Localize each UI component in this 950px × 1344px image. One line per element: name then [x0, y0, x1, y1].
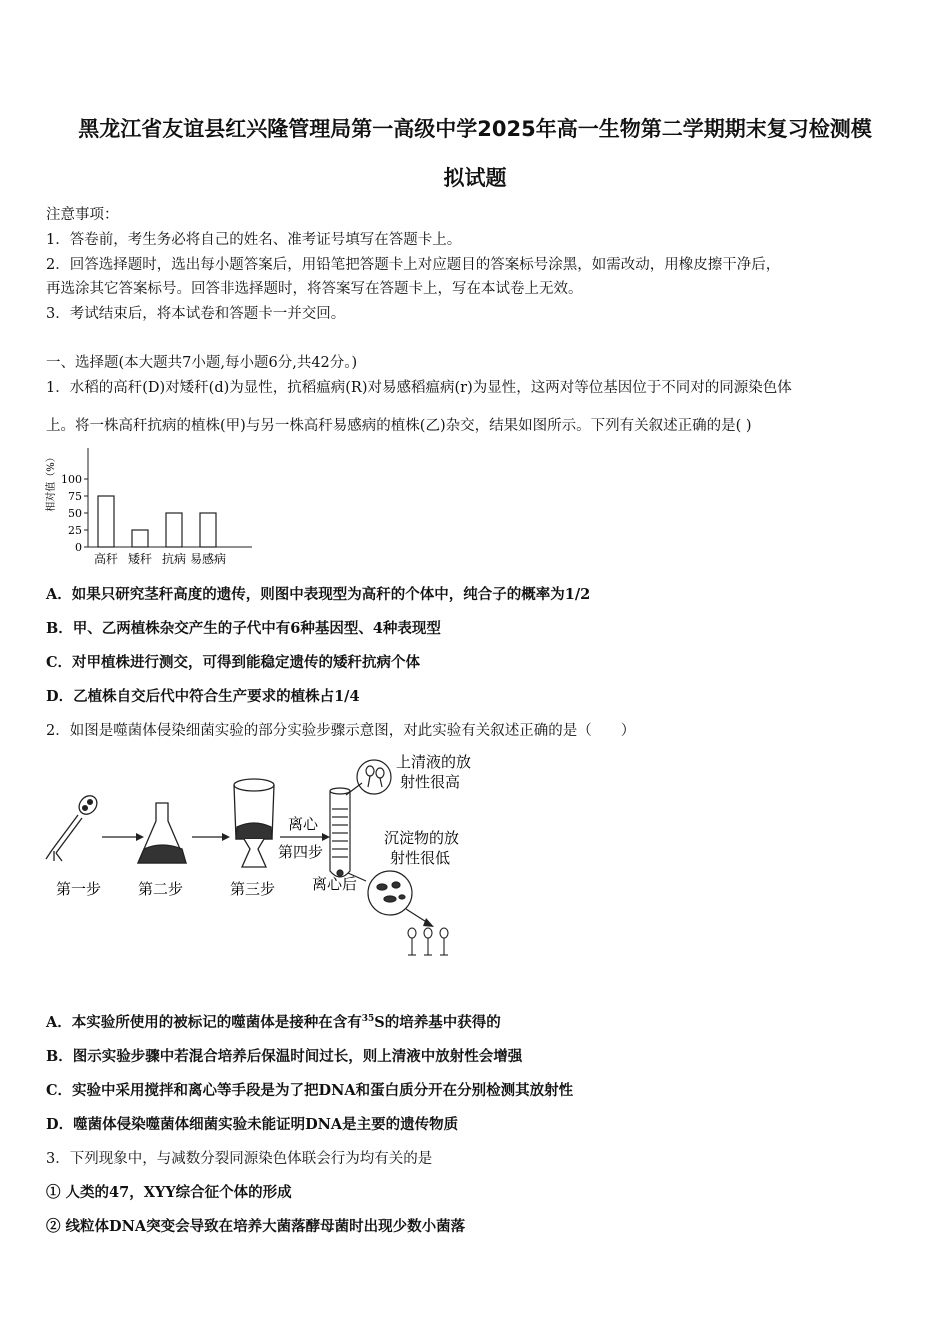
- q3-item: ① 人类的47，XYY综合征个体的形成: [46, 1184, 292, 1201]
- q3-stem: 3．下列现象中，与减数分裂同源染色体联会行为均有关的是: [46, 1151, 433, 1167]
- x-category-label: 易感病: [189, 552, 227, 566]
- q1-stem-line1: 1．水稻的高秆(D)对矮秆(d)为显性，抗稻瘟病(R)对易感稻瘟病(r)为显性，这两对等位基因位于不同对的同源染色体: [46, 380, 792, 396]
- arrow-icon: [280, 833, 330, 841]
- notice-item: 3．考试结束后，将本试卷和答题卡一并交回。: [46, 306, 346, 322]
- q2-option-a-text-end: S的培养基中获得的: [374, 1014, 501, 1031]
- x-category-label: 高秆: [93, 552, 119, 566]
- x-category-label: 抗病: [161, 552, 187, 566]
- step-label: 第二步: [138, 880, 184, 898]
- q1-option-b: B．甲、乙两植株杂交产生的子代中有6种基因型、4种表现型: [46, 620, 441, 637]
- supernatant-label: 射性很高: [400, 773, 461, 791]
- section-heading: 一、选择题(本大题共7小题,每小题6分,共42分。): [46, 355, 358, 371]
- q2-option-b: B．图示实验步骤中若混合培养后保温时间过长，则上清液中放射性会增强: [46, 1048, 523, 1065]
- q3-item: ② 线粒体DNA突变会导致在培养大菌落酵母菌时出现少数小菌落: [46, 1218, 466, 1235]
- sediment-label: 射性很低: [390, 849, 451, 867]
- notice-item: 再选涂其它答案标号。回答非选择题时，将答案写在答题卡上，写在本试卷上无效。: [46, 281, 583, 297]
- y-tick-label: 0: [75, 541, 82, 554]
- arrow-icon: [192, 833, 230, 841]
- phage-icon: [46, 792, 101, 861]
- y-axis-label: 相对值（%）: [46, 452, 57, 512]
- notice-item: 2．回答选择题时，选出每小题答案后，用铅笔把答题卡上对应题目的答案标号涂黑，如需改动，用橡皮擦干净后，: [46, 257, 781, 273]
- supernatant-label: 上清液的放: [396, 753, 472, 771]
- q1-option-d: D．乙植株自交后代中符合生产要求的植株占1/4: [46, 688, 360, 705]
- q2-option-a-text: A．本实验所使用的被标记的噬菌体是接种在含有: [46, 1014, 362, 1031]
- supernatant-circle-icon: [346, 760, 391, 795]
- step-label: 第四步: [278, 843, 324, 861]
- q1-bar-chart: [40, 442, 260, 576]
- q2-stem: 2．如图是噬菌体侵染细菌实验的部分实验步骤示意图，对此实验有关叙述正确的是（ ）: [46, 723, 636, 739]
- after-centrifuge-label: 离心后: [312, 875, 358, 893]
- sediment-label: 沉淀物的放: [384, 829, 460, 847]
- centrifuge-tube-icon: [330, 788, 350, 877]
- phage-diagram-svg: [40, 745, 500, 975]
- exam-title-line2: 拟试题: [443, 166, 507, 190]
- x-category-label: 矮秆: [127, 552, 153, 566]
- step-label: 第三步: [230, 880, 276, 898]
- bar-高秆: [98, 496, 114, 547]
- blender-icon: [234, 779, 274, 867]
- bar-chart-svg: [40, 442, 260, 572]
- q2-option-d: D．噬菌体侵染噬菌体细菌实验未能证明DNA是主要的遗传物质: [46, 1116, 459, 1133]
- centrifuge-label: 离心: [288, 815, 319, 833]
- q1-stem-line2: 上。将一株高秆抗病的植株(甲)与另一株高秆易感病的植株(乙)杂交，结果如图所示。下列有关叙述正确的是( ): [46, 418, 752, 434]
- q2-option-a: [46, 1011, 501, 1032]
- q1-option-c: C．对甲植株进行测交，可得到能稳定遗传的矮秆抗病个体: [46, 654, 421, 671]
- bar-矮秆: [132, 530, 148, 547]
- step-label: 第一步: [56, 880, 102, 898]
- notice-heading: 注意事项：: [46, 207, 119, 223]
- bar-易感病: [200, 513, 216, 547]
- arrow-icon: [406, 909, 434, 927]
- q2-option-c: C．实验中采用搅拌和离心等手段是为了把DNA和蛋白质分开在分别检测其放射性: [46, 1082, 574, 1099]
- exam-title-line1: 黑龙江省友谊县红兴隆管理局第一高级中学2025年高一生物第二学期期末复习检测模: [78, 117, 872, 141]
- arrow-icon: [102, 833, 144, 841]
- superscript-35: 35: [361, 1014, 375, 1025]
- phage-experiment-diagram: [40, 745, 500, 979]
- y-tick-label: 25: [68, 524, 82, 537]
- notice-item: 1．答卷前，考生务必将自己的姓名、准考证号填写在答题卡上。: [46, 232, 462, 248]
- q1-option-a: A．如果只研究茎秆高度的遗传，则图中表现型为高秆的个体中，纯合子的概率为1/2: [46, 586, 591, 603]
- y-tick-label: 100: [61, 473, 82, 486]
- y-tick-label: 50: [68, 507, 82, 520]
- flask-icon: [138, 803, 186, 863]
- bar-抗病: [166, 513, 182, 547]
- sediment-circle-icon: [348, 871, 412, 915]
- y-tick-label: 75: [68, 490, 82, 503]
- progeny-phages-icon: [408, 928, 448, 955]
